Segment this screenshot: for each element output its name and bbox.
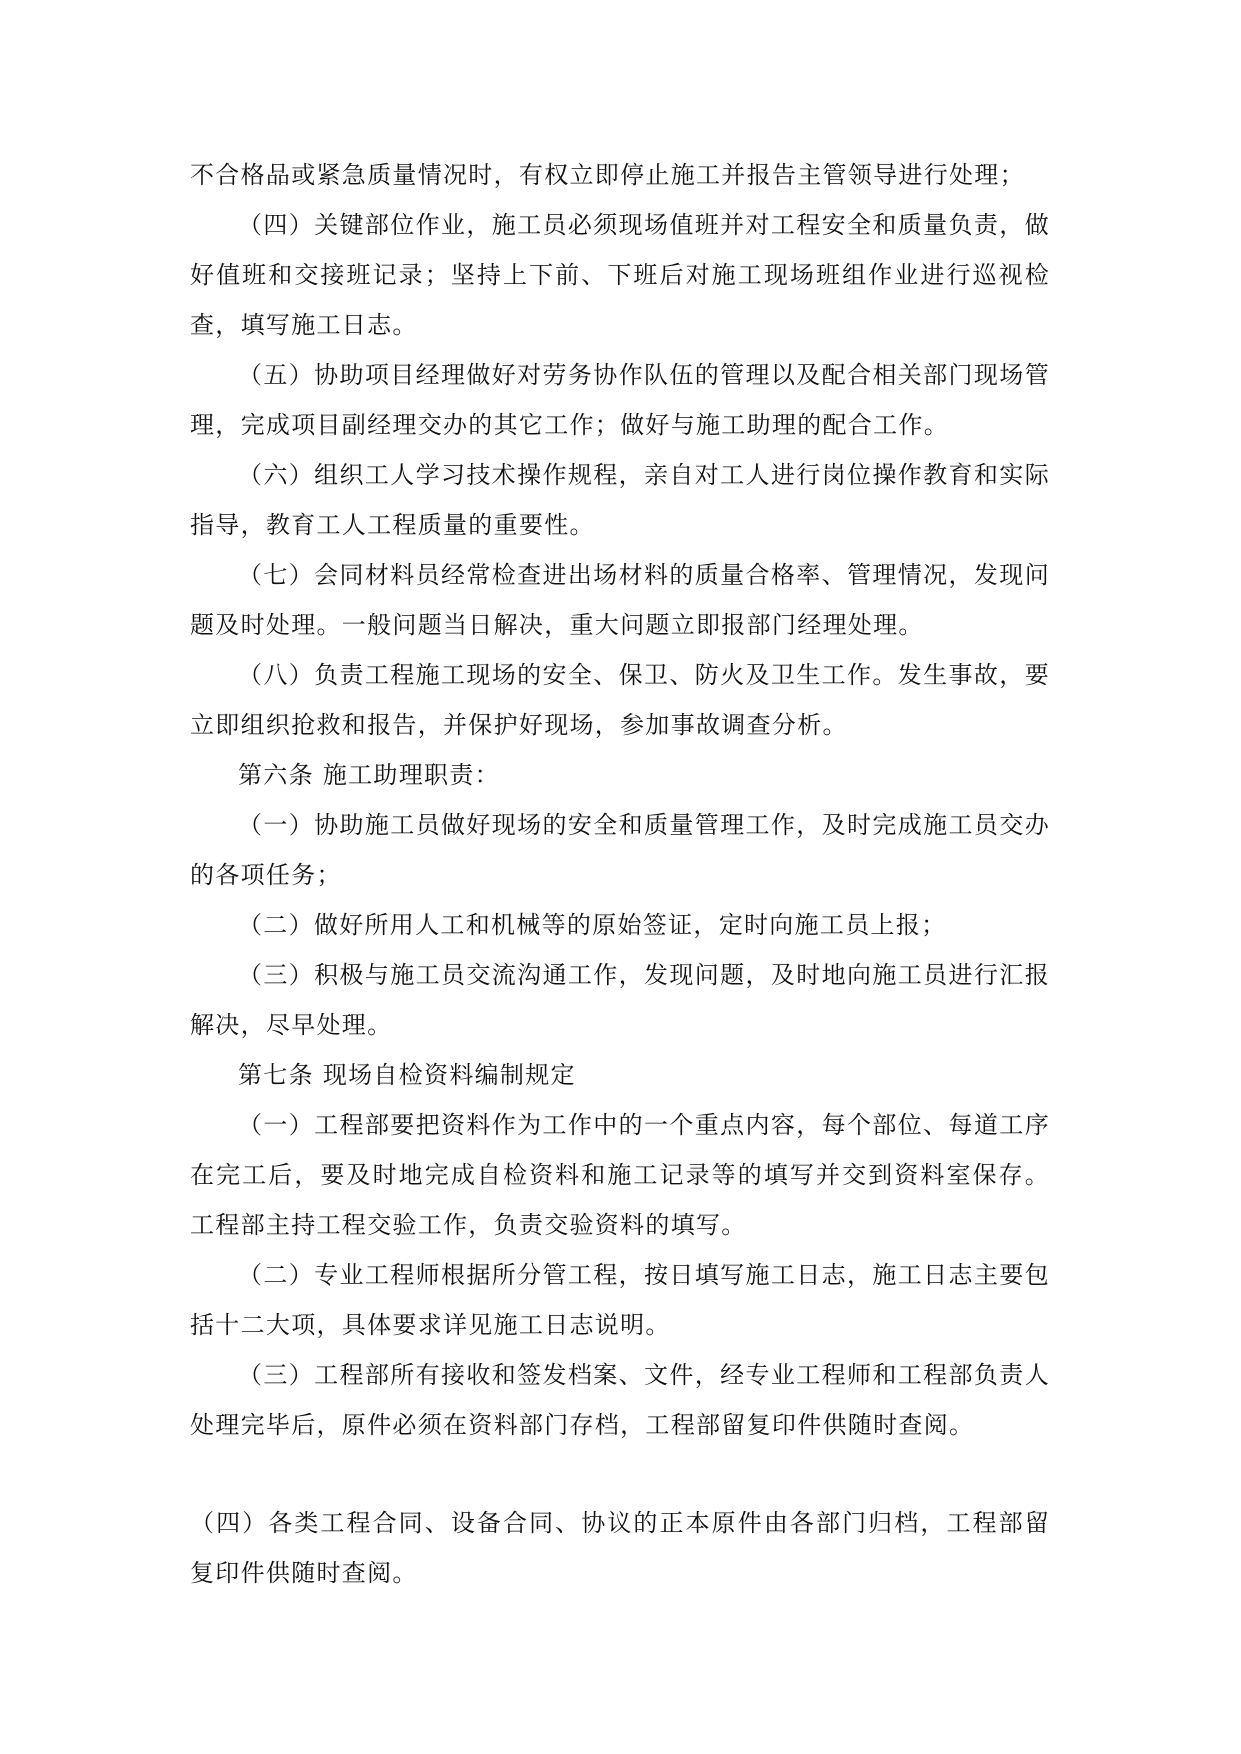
- paragraph-9: （二）做好所用人工和机械等的原始签证，定时向施工员上报；: [238, 911, 947, 939]
- paragraph-2: （四）关键部位作业，施工员必须现场值班并对工程安全和质量负责，做好值班和交接班记录；坚持上下前、下班后对施工现场班组作业进行巡视检查，填写施工日志。: [190, 211, 1050, 339]
- section-heading-article-7: 第七条 现场自检资料编制规定: [238, 1061, 576, 1089]
- paragraph-5: （七）会同材料员经常检查进出场材料的质量合格率、管理情况，发现问题及时处理。一般问题当日解决，重大问题立即报部门经理处理。: [190, 561, 1050, 639]
- document-body: [190, 150, 1050, 1598]
- paragraph-12: （一）工程部要把资料作为工作中的一个重点内容，每个部位、每道工序在完工后，要及时地完成自检资料和施工记录等的填写并交到资料室保存。工程部主持工程交验工作，负责交验资料的填写。: [190, 1111, 1050, 1239]
- paragraph-14: （三）工程部所有接收和签发档案、文件，经专业工程师和工程部负责人处理完毕后，原件必须在资料部门存档，工程部留复印件供随时查阅。: [190, 1361, 1050, 1439]
- paragraph-8: （一）协助施工员做好现场的安全和质量管理工作，及时完成施工员交办的各项任务；: [190, 811, 1050, 889]
- paragraph-1: 不合格品或紧急质量情况时，有权立即停止施工并报告主管领导进行处理；: [190, 161, 1025, 189]
- paragraph-13: （二）专业工程师根据所分管工程，按日填写施工日志，施工日志主要包括十二大项，具体要求详见施工日志说明。: [190, 1261, 1050, 1339]
- section-heading-article-6: 第六条 施工助理职责：: [238, 761, 500, 789]
- paragraph-6: （八）负责工程施工现场的安全、保卫、防火及卫生工作。发生事故，要立即组织抢救和报告，并保护好现场，参加事故调查分析。: [190, 661, 1050, 739]
- paragraph-10: （三）积极与施工员交流沟通工作，发现问题，及时地向施工员进行汇报解决，尽早处理。: [190, 961, 1050, 1039]
- paragraph-15: （四）各类工程合同、设备合同、协议的正本原件由各部门归档，工程部留复印件供随时查阅。: [190, 1509, 1050, 1587]
- paragraph-3: （五）协助项目经理做好对劳务协作队伍的管理以及配合相关部门现场管理，完成项目副经理交办的其它工作；做好与施工助理的配合工作。: [190, 361, 1050, 439]
- paragraph-4: （六）组织工人学习技术操作规程，亲自对工人进行岗位操作教育和实际指导，教育工人工程质量的重要性。: [190, 461, 1050, 539]
